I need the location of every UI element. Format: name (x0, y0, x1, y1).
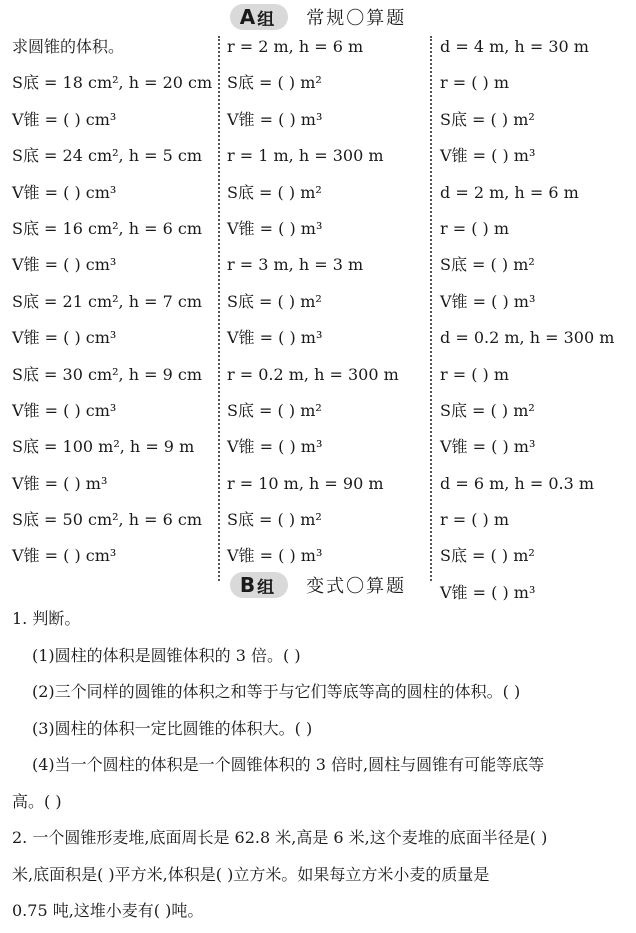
col1-line: V锥 = ( ) cm³ (12, 328, 117, 348)
col3-line: r = ( ) m (440, 364, 510, 384)
column-3 (440, 32, 634, 614)
col1-line: S底 = 18 cm², h = 20 cm (12, 73, 213, 93)
section-b-title: 变式〇算题 (306, 576, 407, 597)
column-2 (227, 32, 425, 578)
col1-line: V锥 = ( ) cm³ (12, 109, 117, 129)
col2-line: r = 3 m, h = 3 m (227, 255, 364, 275)
question-1-title: 1. 判断。 (12, 609, 81, 628)
section-a-badge (230, 4, 288, 30)
question-1-item: (4)当一个圆柱的体积是一个圆锥体积的 3 倍时,圆柱与圆锥有可能等底等 (32, 755, 545, 774)
col3-line: d = 0.2 m, h = 300 m (440, 328, 615, 348)
col3-line: S底 = ( ) m² (440, 109, 535, 129)
col3-line: S底 = ( ) m² (440, 255, 535, 275)
col1-line: V锥 = ( ) cm³ (12, 182, 117, 202)
question-2-line: 0.75 吨,这堆小麦有( )吨。 (12, 901, 204, 920)
col2-line: r = 1 m, h = 300 m (227, 146, 384, 166)
part-b-questions (12, 604, 634, 933)
col2-line: S底 = ( ) m² (227, 182, 322, 202)
question-2-line: 米,底面积是( )平方米,体积是( )立方米。如果每立方米小麦的质量是 (12, 864, 490, 884)
col1-line: V锥 = ( ) cm³ (12, 400, 117, 420)
column-1 (12, 32, 217, 578)
col1-line: S底 = 30 cm², h = 9 cm (12, 364, 202, 384)
section-a-letter: A (239, 5, 256, 29)
col3-line: V锥 = ( ) m³ (440, 146, 536, 166)
col1-line: S底 = 21 cm², h = 7 cm (12, 291, 202, 311)
col3-line: r = ( ) m (440, 218, 510, 238)
question-1-item: (2)三个同样的圆锥的体积之和等于与它们等底等高的圆柱的体积。( ) (32, 682, 521, 701)
col2-line: V锥 = ( ) m³ (227, 546, 323, 566)
col3-line: r = ( ) m (440, 73, 510, 93)
section-a-header (0, 2, 636, 32)
col2-line: V锥 = ( ) m³ (227, 218, 323, 238)
col3-line: S底 = ( ) m² (440, 546, 535, 566)
col3-line: d = 2 m, h = 6 m (440, 182, 579, 202)
col3-line: V锥 = ( ) m³ (440, 582, 536, 602)
col2-line: S底 = ( ) m² (227, 510, 322, 530)
col2-line: V锥 = ( ) m³ (227, 437, 323, 457)
col2-line: V锥 = ( ) m³ (227, 328, 323, 348)
col3-line: d = 4 m, h = 30 m (440, 37, 589, 56)
col3-line: V锥 = ( ) m³ (440, 437, 536, 457)
question-1-item: (1)圆柱的体积是圆锥体积的 3 倍。( ) (32, 645, 301, 665)
col2-line: r = 10 m, h = 90 m (227, 473, 384, 493)
section-b-badge (230, 572, 288, 598)
section-a-group-label: 组 (257, 9, 275, 30)
section-a-title: 常规〇算题 (306, 8, 407, 29)
col1-line: V锥 = ( ) m³ (12, 473, 108, 493)
col1-line: S底 = 100 m², h = 9 m (12, 437, 195, 457)
col3-line: S底 = ( ) m² (440, 400, 535, 420)
question-1-item-continued: 高。( ) (12, 791, 62, 811)
col2-line: r = 2 m, h = 6 m (227, 37, 364, 56)
section-b-header (0, 570, 636, 600)
col2-line: V锥 = ( ) m³ (227, 109, 323, 129)
col1-line: V锥 = ( ) cm³ (12, 255, 117, 275)
col3-line: d = 6 m, h = 0.3 m (440, 473, 595, 493)
col3-line: V锥 = ( ) m³ (440, 291, 536, 311)
col1-line: S底 = 16 cm², h = 6 cm (12, 218, 202, 238)
col2-line: S底 = ( ) m² (227, 73, 322, 93)
col1-line: 求圆锥的体积。 (12, 37, 125, 56)
section-b-group-label: 组 (257, 577, 275, 598)
col2-line: S底 = ( ) m² (227, 400, 322, 420)
question-1-item: (3)圆柱的体积一定比圆锥的体积大。( ) (32, 718, 313, 738)
col1-line: V锥 = ( ) cm³ (12, 546, 117, 566)
col2-line: r = 0.2 m, h = 300 m (227, 364, 399, 384)
column-divider (218, 36, 220, 581)
col1-line: S底 = 50 cm², h = 6 cm (12, 510, 202, 530)
section-b-letter: B (239, 573, 256, 597)
col1-line: S底 = 24 cm², h = 5 cm (12, 146, 202, 166)
question-2-line: 2. 一个圆锥形麦堆,底面周长是 62.8 米,高是 6 米,这个麦堆的底面半径是( ) (12, 828, 548, 847)
col3-line: r = ( ) m (440, 510, 510, 530)
column-divider (430, 36, 432, 581)
col2-line: S底 = ( ) m² (227, 291, 322, 311)
